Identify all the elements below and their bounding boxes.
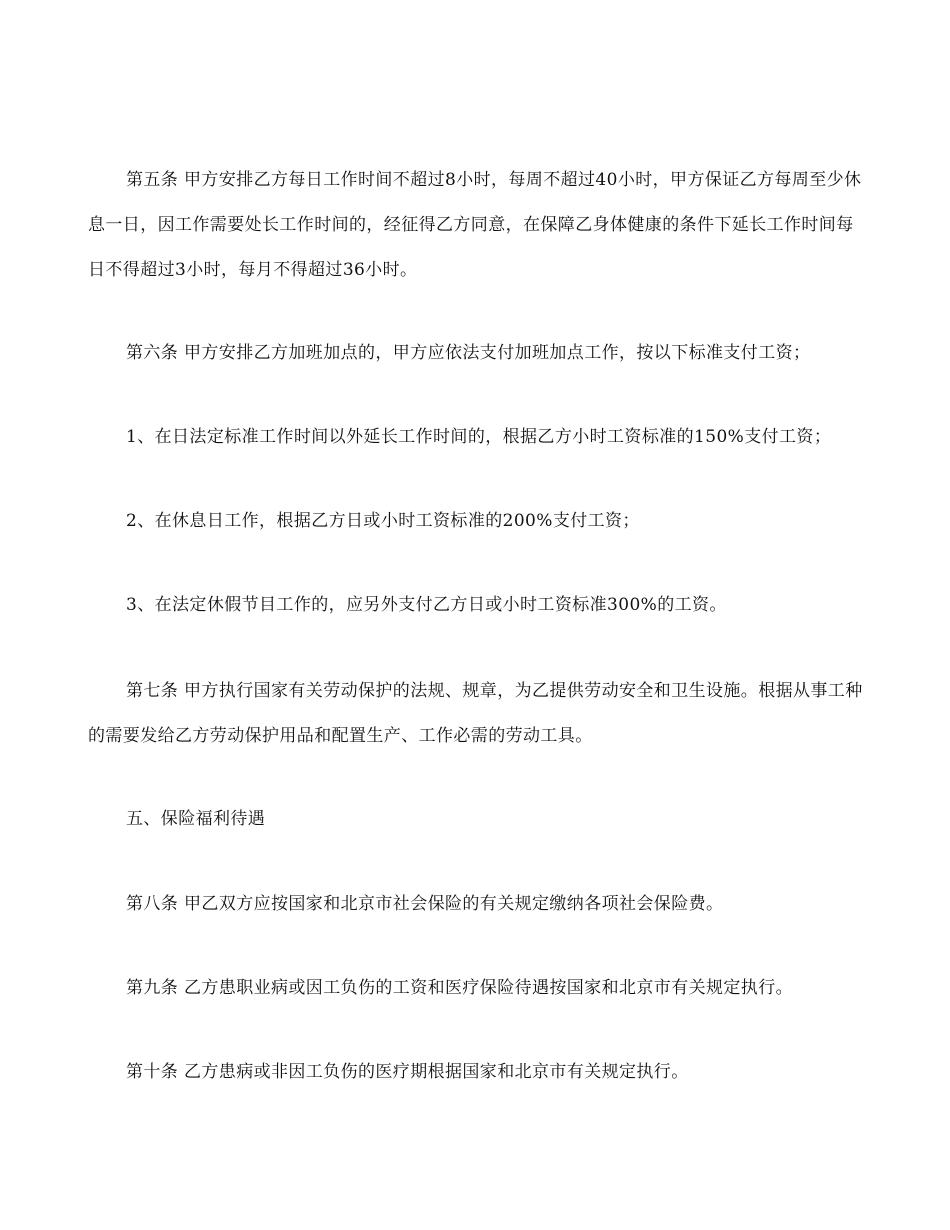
article-10-paragraph: 第十条 乙方患病或非因工负伤的医疗期根据国家和北京市有关规定执行。 xyxy=(126,1062,689,1082)
overtime-item-3: 3、在法定休假节目工作的，应另外支付乙方日或小时工资标准300%的工资。 xyxy=(126,595,727,615)
section-heading-insurance-welfare: 五、保险福利待遇 xyxy=(126,809,266,829)
article-9-paragraph: 第九条 乙方患职业病或因工负伤的工资和医疗保险待遇按国家和北京市有关规定执行。 xyxy=(126,978,794,998)
overtime-item-1: 1、在日法定标准工作时间以外延长工作时间的，根据乙方小时工资标准的150%支付工资； xyxy=(126,427,832,447)
article-6-paragraph: 第六条 甲方安排乙方加班加点的，甲方应依法支付加班加点工作，按以下标准支付工资； xyxy=(126,343,811,363)
overtime-item-2: 2、在休息日工作，根据乙方日或小时工资标准的200%支付工资； xyxy=(126,511,640,531)
article-5-paragraph: 第五条 甲方安排乙方每日工作时间不超过8小时，每周不超过40小时，甲方保证乙方每周至少休息一日，因工作需要处长工作时间的，经征得乙方同意，在保障乙身体健康的条件下延长工作时间每日不得超过3小时，每月不得超过36小时。 xyxy=(88,170,862,280)
article-8-paragraph: 第八条 甲乙双方应按国家和北京市社会保险的有关规定缴纳各项社会保险费。 xyxy=(126,894,724,914)
article-7-paragraph: 第七条 甲方执行国家有关劳动保护的法规、规章，为乙提供劳动安全和卫生设施。根据从事工种的需要发给乙方劳动保护用品和配置生产、工作必需的劳动工具。 xyxy=(88,681,863,746)
